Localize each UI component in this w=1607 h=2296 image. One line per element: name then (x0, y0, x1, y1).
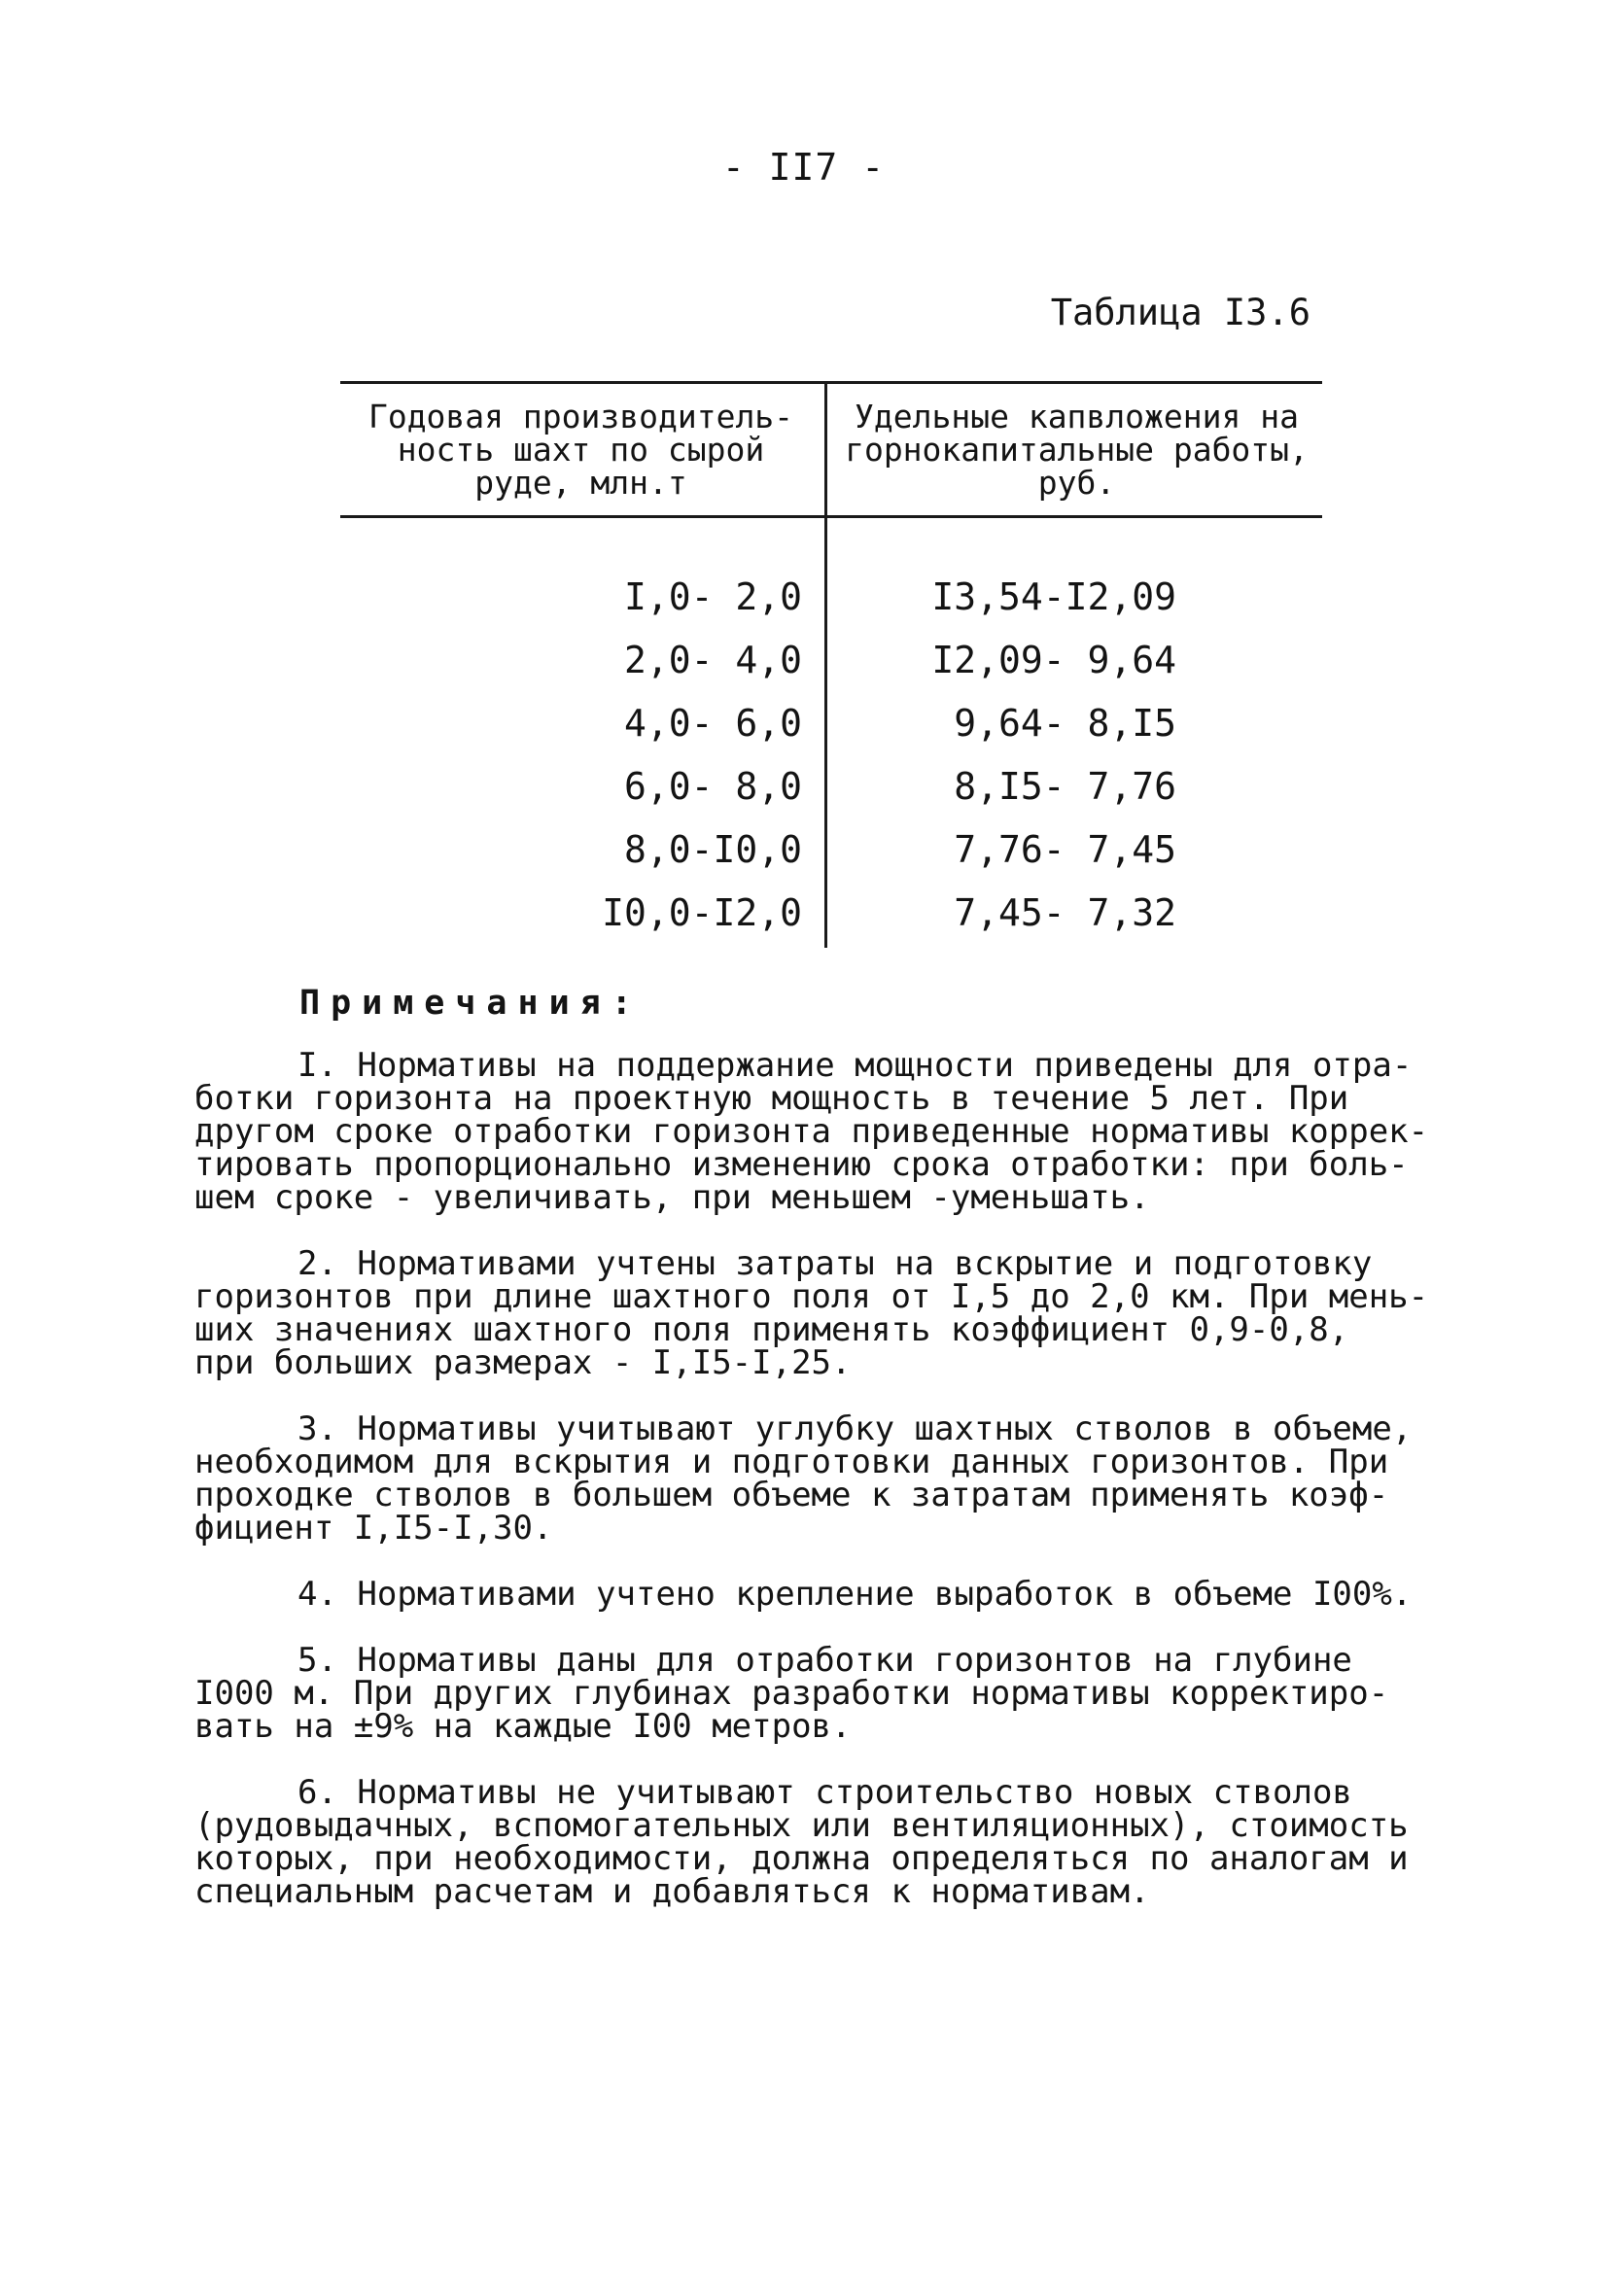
investment-cell: 7,45- 7,32 (954, 891, 1176, 934)
note-line: специальным расчетам и добавляться к нормативам. (194, 1872, 1150, 1911)
capacity-cell: I,0- 2,0 (623, 575, 802, 618)
note-line: (рудовыдачных, вспомогательных или вентиляционных), стоимость (194, 1806, 1409, 1845)
note-line: ших значениях шахтного поля применять коэффициент 0,9-0,8, (194, 1310, 1349, 1349)
note-line: шем сроке - увеличивать, при меньшем -уменьшать. (194, 1178, 1150, 1217)
note-line: I. Нормативы на поддержание мощности приведены для отра- (297, 1046, 1413, 1085)
table-row (340, 639, 1322, 697)
note-line: 5. Нормативы даны для отработки горизонтов на глубине (297, 1641, 1352, 1680)
table-header-rule (340, 515, 1322, 518)
table-row (340, 575, 1322, 634)
note-line: тировать пропорционально изменению срока отработки: при боль- (194, 1145, 1409, 1184)
investment-cell: 7,76- 7,45 (954, 828, 1176, 871)
note-1 (194, 1046, 1429, 1217)
note-line: ботки горизонта на проектную мощность в течение 5 лет. При (194, 1079, 1349, 1118)
capacity-cell: 4,0- 6,0 (623, 702, 802, 745)
header-line: ность шахт по сырой (397, 431, 765, 469)
table-top-rule (340, 381, 1322, 384)
header-annual-capacity (340, 400, 821, 500)
table-row (340, 765, 1322, 823)
table-row (340, 828, 1322, 887)
header-line: руб. (1037, 464, 1116, 502)
note-2 (194, 1244, 1429, 1382)
page-number: - II7 - (721, 146, 886, 189)
note-3 (194, 1409, 1413, 1548)
investment-cell: 8,I5- 7,76 (954, 765, 1176, 808)
capacity-cell: I0,0-I2,0 (602, 891, 802, 934)
header-line: Годовая производитель- (367, 398, 794, 435)
note-4 (194, 1575, 1413, 1614)
note-line: 3. Нормативы учитывают углубку шахтных стволов в объеме, (297, 1409, 1413, 1448)
note-line: фициент I,I5-I,30. (194, 1509, 553, 1548)
capacity-cell: 2,0- 4,0 (623, 639, 802, 681)
note-line: проходке стволов в большем объеме к затратам применять коэф- (194, 1476, 1389, 1514)
note-line: которых, при необходимости, должна определяться по аналогам и (194, 1839, 1409, 1878)
table-row (340, 702, 1322, 760)
note-line: 6. Нормативы не учитывают строительство новых стволов (297, 1773, 1352, 1812)
note-line: вать на ±9% на каждые I00 метров. (194, 1707, 852, 1746)
header-specific-investment (831, 400, 1322, 500)
note-line: горизонтов при длине шахтного поля от I,5 до 2,0 км. При мень- (194, 1277, 1429, 1316)
capacity-cell: 8,0-I0,0 (623, 828, 802, 871)
note-line: другом сроке отработки горизонта приведенные нормативы коррек- (194, 1112, 1429, 1151)
investment-cell: I2,09- 9,64 (931, 639, 1176, 681)
capacity-cell: 6,0- 8,0 (623, 765, 802, 808)
table-row (340, 891, 1322, 950)
note-line: I000 м. При других глубинах разработки нормативы корректиро- (194, 1674, 1389, 1713)
notes-section (194, 984, 1429, 1941)
header-line: руде, млн.т (474, 464, 687, 502)
header-line: горнокапитальные работы, (845, 431, 1309, 469)
notes-heading: Примечания: (299, 984, 643, 1023)
note-line: необходимом для вскрытия и подготовки данных горизонтов. При (194, 1443, 1389, 1481)
table-caption: Таблица I3.6 (1050, 292, 1310, 333)
investment-cell: I3,54-I2,09 (931, 575, 1176, 618)
note-line: при больших размерах - I,I5-I,25. (194, 1343, 852, 1382)
note-line: 2. Нормативами учтены затраты на вскрытие и подготовку (297, 1244, 1373, 1283)
header-line: Удельные капвложения на (855, 398, 1299, 435)
note-5 (194, 1641, 1400, 1746)
investment-cell: 9,64- 8,I5 (954, 702, 1176, 745)
note-6 (194, 1773, 1409, 1911)
note-line: 4. Нормативами учтено крепление выработок в объеме I00%. (297, 1575, 1413, 1614)
